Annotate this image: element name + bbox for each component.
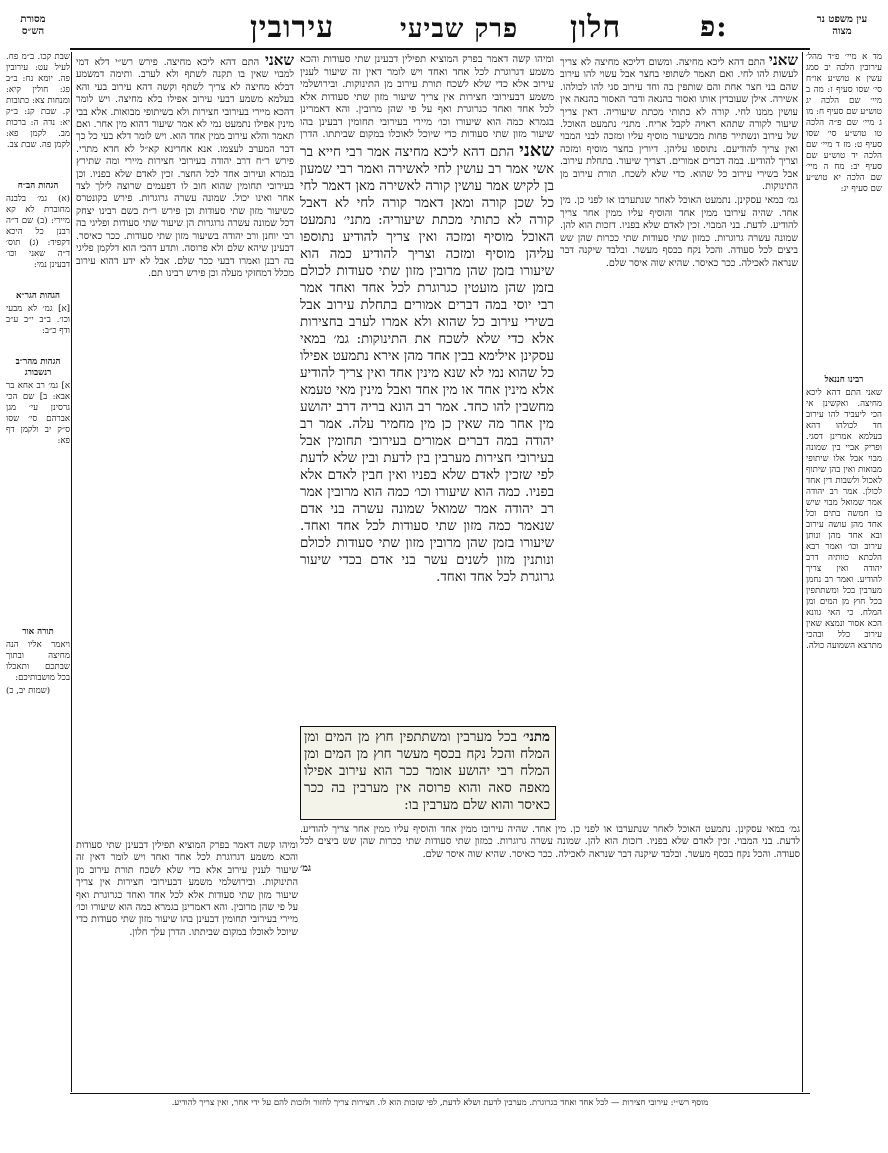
left-margin-rule: [71, 52, 72, 1092]
gemara-top-text: ומיהו קשה דאמר בפרק המוציא תפילין דבעינן שתי סעודות והכא משמע דגרוגרת לכל אחד ואחד ויש לומר דאין זה שיעור לענין עירוב אלא כדי שלא לשכח תורת עירוב מן התינוקות. ובירושלמי משמע דבעירובי חצירות אין צריך שיעור מזון שתי סעודות אלא לכל אחד ואחד כגרוגרת ואף על פי שהן מרובין. והא דאמרינן בגמרא כמה הוא שיעורו וכו׳ מיירי בעירובי תחומין דבעינן בהו שיעור מזון שתי סעודות כדי שיוכל לאוכלו במקום שביתתו. הדרן: [300, 54, 554, 140]
rashi-secondary: גמ׳ במאי עסקינן. נתמעט האוכל לאחר שנתערבו או לפני כן. מין אחד. שהיה עירובו ממין אחד והוסיף עליו ממין אחר צריך להודיע. לדעת. בני המבוי. זכין לאדם שלא בפניו. דזכות הוא להן. שמונה עשרה גרוגרות. כמזון שתי סעודות שתי ככרות שהן שש ביצים לכל סעודה. והכל נקח בכסף מעשר. ובלבד שיקנה דבר שנראה לאכילה. ככר כאיסר. שהיא שוה איסר שלם.: [560, 195, 798, 269]
chapter-title: פרק שביעי: [400, 14, 519, 44]
rashi-opening: שאני: [768, 54, 798, 69]
torah-or-text: ויאמר אליו הנה מחיצה ובתוך שבתכם ותאכלו בכל מושבותיכם:: [6, 640, 70, 683]
hagahot-maharsha-text: א] גמ׳ רב אחא בר אבא: ב] שם הכי גרסינן עי׳ מגן אברהם סי׳ שסו ס״ק יב ולקמן דף פא:: [6, 381, 70, 446]
left-margin: [6, 52, 70, 1092]
lower-closing: גמ׳: [300, 863, 312, 875]
hagahot-maharsha-title: הגהות מהר״ב רנשבורג: [15, 357, 61, 378]
rashi-column: [560, 54, 798, 834]
hagahot-hagra-text: [א] גמ׳ לא מבעי וכו׳. ב״ב י״ב ע״ב ודף כ״ב:: [6, 304, 70, 336]
lower-commentary-center: [300, 824, 800, 1086]
folio-number: פ:: [700, 10, 728, 43]
ribeinu-hananel-title: רבינו חננאל: [824, 375, 864, 385]
gemara-text: שאני התם דהא ליכא מחיצה אמר רבי חייא בר אשי אמר רב עושין לחי לאשירה ואמר רבי שמעון בן לקיש אמר עושין קורה לאשירה מאן דאמר לחי כל שכן קורה ומאן דאמר קורה לחי לא דאבל קורה לא כתותי מכתת שיעוריה: מתני׳ נתמעט האוכל מוסיף ומזכה ואין צריך להודיע נתוספו עליהן מוסיף ומזכה וצריך להודיע כמה הוא שיעורו בזמן שהן מרובין מזון שתי סעודות לכולם בזמן שהן מועטין כגרוגרת לכל אחד ואחד אמר רבי יוסי במה דברים אמורים בתחלת עירוב אבל בשירי עירוב כל שהוא ולא אמרו לערב בחצירות אלא כדי שלא לשכח את התינוקות: גמ׳ במאי עסקינן אילימא בבין אחד מהן אירא נתמעט אפילו כל שהוא נמי לא שנא מינין אחד ואין צריך להודיע אלא מינין אחד או מין אחד ואבל מינין מאי טעמא מחשבין להו כחד. אמר רב הונא בריה דרב יהושע מין אחר מה שאין כן מין מחמיר עלה. אמר רב יהודה במה דברים אמורים בעירובי תחומין אבל בעירובי חצירות מערבין בין לדעת ובין שלא לדעת לפי שזכין לאדם שלא בפניו ואין חבין לאדם אלא בפניו. כמה הוא שיעורו וכו׳ כמה הוא מרובין אמר רב יהודה אמר שמואל שמונה עשרה בני אדם שנאמר כמה מזון שתי סעודות לכל אחד ואחד. שיעורו בזמן שהן מרובין מזון שתי סעודות לכולם ונותנין מזון לשנים עשר בני אדם בכדי שיעור גרוגרת לכל אחד ואחד.: [300, 142, 554, 585]
torah-or-title: תורה אור: [22, 627, 54, 637]
lower-text-center: גמ׳ במאי עסקינן. נתמעט האוכל לאחר שנתערבו או לפני כן. מין אחד. שהיה עירובו ממין אחד והוסיף עליו ממין אחר צריך להודיע. לדעת. בני המבוי. זכין לאדם שלא בפניו. דזכות הוא להן. שמונה עשרה גרוגרות. כמזון שתי סעודות שתי ככרות שהן שש ביצים לכל סעודה. והכל נקח בכסף מעשר. ובלבד שיקנה דבר שנראה לאכילה. ככר כאיסר. שהיא שוה איסר שלם.: [300, 824, 800, 860]
gemara-opening: שאני: [519, 142, 554, 161]
torah-or-citation: (שמות יב, כ): [6, 686, 51, 696]
hagahot-habach-text: (א) גמ׳ בלבנה מחוברת לא קא מיירי: (ב) שם ד״ה רבנן כל היכא דקפיד: (ג) תוס׳ ד״ה שאני וכו׳ דבעינן נמי:: [6, 194, 70, 270]
tosafot-column: [76, 54, 294, 834]
gemara-column: [300, 142, 554, 722]
lower-text-left: ומיהו קשה דאמר בפרק המוציא תפילין דבעינן שתי סעודות והכא משמע דגרוגרת לכל אחד ואחד ויש לומר דאין זה שיעור לענין עירוב אלא כדי שלא לשכח תורת עירוב מן התינוקות. ובירושלמי משמע דבעירובי חצירות אין צריך שיעור מזון שתי סעודות אלא לכל אחד ואחד כגרוגרת ואף על פי שהן מרובין. והא דאמרינן בגמרא כמה הוא שיעורו וכו׳ מיירי בעירובי תחומין דבעינן בהו שיעור מזון שתי סעודות כדי שיוכל לאוכלו במקום שביתתו. הדרן עלך חלון.: [76, 840, 298, 938]
rashi-text: שאני התם דהא ליכא מחיצה. ומשום דליכא מחיצה לא צריך לעשות להו לחי. ואם תאמר לשתופי בחצר אבל עשוי להו עירוב שהם בני חצר אחת והם שותפין בה וחד עירוב סגי להו לכולהו. אשירה. אילן שעובדין אותו ואסור בהנאה ודבר האסור בהנאה אין עושין ממנו לחי. קורה לא כתותי מכתת שיעוריה. דאין צריך שיעור לקורה שתהא ראויה לקבל אריח. מתני׳ נתמעט האוכל. של עירוב ונשתייר פחות מכשיעור מוסיף עליו ומזכה לבני המבוי ואין צריך להודיעם. נתוספו עליהן. דיורין בחצר מוסיף ומזכה וצריך להודיע. במה דברים אמורים. דצריך שיעור. בתחלת עירוב. אבל בשירי עירוב כל שהוא. כדי שלא לשכח. תורת עירוב מן התינוקות.: [560, 54, 798, 193]
ribeinu-hananel-text: שאני התם דהא ליכא מחיצה. ואקשינן אי הכי ליעביד להו עירוב חד לכולהו דהא בעלמא אמרינן דסגי. ופריק אביי בין שמונה מבוי אבל אלו שיתופי מבואות ואין בהן שיתוף לאכול ולשבות דין אחד לכולן. אמר רב יהודה אמר שמואל מבוי שיש בו חמשה בתים וכל אחד מהן עושה עירוב ובא אחד מהן ונותן עירוב וכו׳ ואמר רבא הלכתא כוותיה דרב יהודה ואין צריך להודיע. ואמר רב נחמן מערבין בכל ומשתתפין בכל חוץ מן המים ומן המלח. כי האי גוונא הכא אסור ונמצא שאין עירוב כלל ובהכי מתרצא השמועה כולה.: [806, 388, 882, 651]
footer-note: מוסף רש״י: עירובי חצירות — לכל אחד ואחד כגרוגרת. מערבין לדעת ושלא לדעת, לפי שזכות הוא לו. חצירות צריך לחזור ולזכות להם על ידי אחר, ואין צריך להודיע.: [171, 1098, 709, 1108]
footer-rule: [70, 1093, 810, 1094]
hagahot-hagra-title: הגהות הגר״א: [16, 291, 60, 301]
tractate-title: עירובין: [250, 10, 335, 45]
ein-mishpat-label: עין משפט נר מצוה: [816, 14, 868, 37]
right-margin-rule: [802, 52, 803, 1092]
perek-title: חלון: [570, 10, 622, 45]
right-margin: [806, 52, 882, 1092]
mishnah-text: מתני׳ בכל מערבין ומשתתפין חוץ מן המים ומן המלח והכל נקח בכסף מעשר חוץ מן המים ומן המלח רבי יהושע אומר ככר הוא עירוב אפילו מאפה סאה והוא פרוסה אין מערבין בה ככר כאיסר והוא שלם מערבין בו:: [304, 729, 550, 813]
ein-mishpat-text: מד א מיי׳ פ״ד מהל׳ עירובין הלכה יב סמג עשין א טוש״ע או״ח סי׳ שסו סעיף ז: מה ב מיי׳ שם הלכה יג טוש״ע שם סעיף ח: מו ג מיי׳ שם פ״ה הלכה טו טוש״ע סי׳ שסו סעיף ט: מז ד מיי׳ שם הלכה יד טוש״ע שם סעיף יב: מח ה מיי׳ שם הלכה יא טוש״ע שם סעיף יג:: [806, 52, 882, 194]
gemara-top-band: [300, 54, 554, 140]
mishnah-boxed: [304, 729, 550, 815]
masoret-hashas-text: שבת קכו. ב״מ פח. לעיל עט: עירובין פה. יומא נח: ב״ב פג: חולין קיא: ומנחות צא: כתובות ק. שבת קנ: ב״ק יא: נדה ה: ברכות מב. לקמן פא: לקמן פה. שבת צב.: [6, 52, 70, 150]
header-rule: [70, 48, 810, 50]
mishnah-label: מתני׳: [522, 729, 550, 745]
tosafot-text: שאני התם דהא ליכא מחיצה. פירש רש״י דלא דמי למבוי שאין בו תקנה לשתף ולא לערב. ותימה דמשמע דבלא מחיצה לא צריך לשתף וקשה דהא עירוב בעי והא בעלמא משמע דבעי עירוב אפילו בלא מחיצה. ויש לומר דהכא מיירי בעירובי חצירות ולא בשיתופי מבואות. אלא בבי מינין אפילו נתמעט נמי לא אמר שיעור דהוא מין אחר. ואם תאמר והלא עירוב ממין אחד הוא. ויש לומר דלא בעי כל כך דבר המערב לעצמו. אנא אחרינא קא״ל לא חדא מתרי. פירש ר״ח דרב יהודה בעירובי חצירות מיירי ומה שתירץ בגמרא ועירוב אחד לכל החצר. זכין לאדם שלא בפניו. וכן בעירובי תחומין שהוא חוב לו דפעמים שרוצה לילך לצד אחר ואינו יכול. שמונה עשרה גרוגרות. פירש בקונטרס כשיעור מזון שתי סעודות וכן פירש ר״ת בשם רבינו יצחק דכל שמונה עשרה גרוגרות הן שיעור שתי סעודות ופליגי בה רבי יוחנן ורב יהודה בשיעור מזון שתי סעודות. ככר כאיסר. דבעינן שיהא שלם ולא פרוסה. ותדע דהכי הוא דלקמן פליגי בה רבנן ואמרו דבעי ככר שלם. אבל לא ידע דהוא עירוב מכלל דמחזקי מעלה וכן פירש רבינו תם.: [76, 54, 294, 280]
lower-commentary-left: [76, 840, 298, 1090]
hagahot-habach-title: הגהות הב״ח: [17, 181, 59, 191]
masoret-hashas-label: מסורת הש״ס: [20, 14, 46, 37]
tosafot-opening: שאני: [264, 54, 294, 69]
